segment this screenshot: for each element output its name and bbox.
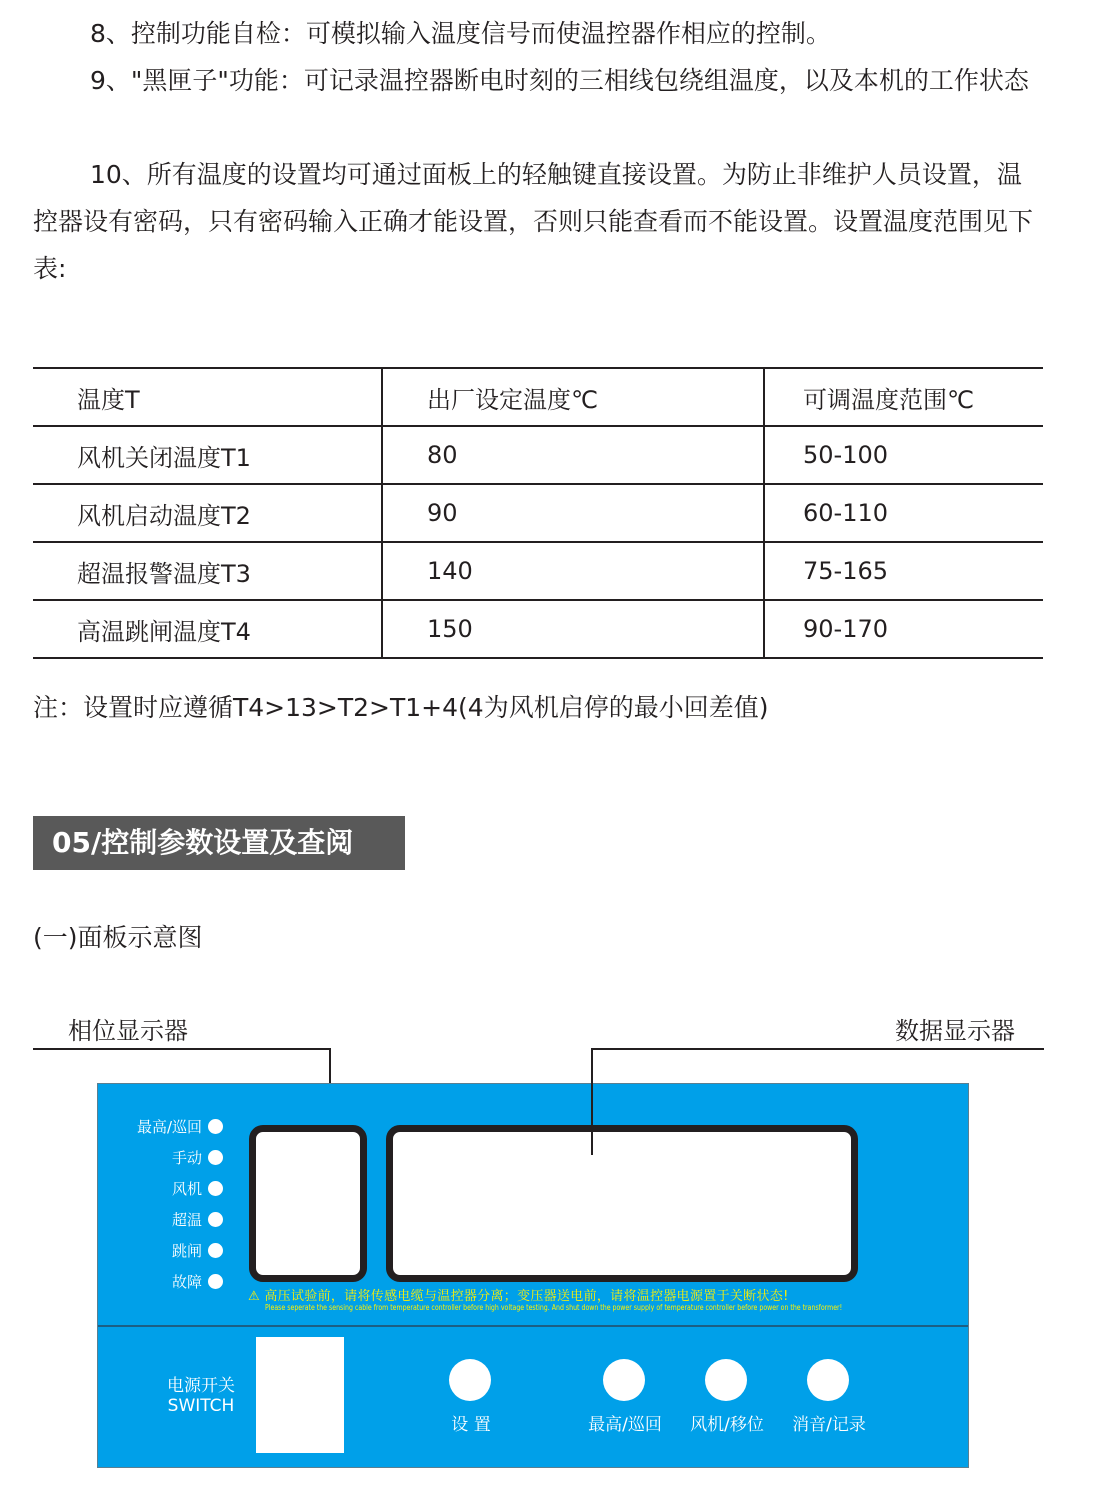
cell-range: 90-170 xyxy=(764,600,1043,658)
set-button-label: 设 置 xyxy=(451,1415,491,1435)
panel-divider xyxy=(98,1325,968,1327)
section-subtitle: (一)面板示意图 xyxy=(33,923,203,952)
indicator-manual xyxy=(172,1147,223,1168)
power-switch[interactable] xyxy=(256,1337,344,1453)
cell-factory: 150 xyxy=(382,600,764,658)
phase-leader-horizontal xyxy=(33,1048,330,1050)
power-switch-label-en: SWITCH xyxy=(167,1396,235,1416)
led-icon xyxy=(208,1119,223,1134)
indicator-label: 故障 xyxy=(171,1273,202,1291)
mute-record-button[interactable] xyxy=(807,1359,849,1401)
cell-factory: 140 xyxy=(382,542,764,600)
power-switch-label-cn: 电源开关 xyxy=(167,1376,235,1396)
section-title: 05/控制参数设置及查阅 xyxy=(33,816,405,870)
led-icon xyxy=(208,1274,223,1289)
power-switch-label xyxy=(156,1376,246,1416)
indicator-label: 风机 xyxy=(171,1180,202,1198)
temperature-settings-table xyxy=(33,367,1043,659)
data-leader-horizontal xyxy=(591,1048,1044,1050)
table-header-row xyxy=(33,368,1043,426)
phase-display-label: 相位显示器 xyxy=(68,1017,188,1045)
indicator-max-patrol xyxy=(137,1116,223,1137)
header-temperature: 温度T xyxy=(33,368,382,426)
paragraph-item-8: 8、控制功能自检：可模拟输入温度信号而使温控器作相应的控制。 xyxy=(90,19,831,48)
indicator-label: 最高/巡回 xyxy=(136,1118,202,1136)
led-icon xyxy=(208,1212,223,1227)
controller-panel-diagram xyxy=(97,1083,969,1468)
table-row xyxy=(33,542,1043,600)
cell-range: 60-110 xyxy=(764,484,1043,542)
indicator-label: 手动 xyxy=(171,1149,202,1167)
cell-name: 风机关闭温度T1 xyxy=(33,426,382,484)
cell-range: 50-100 xyxy=(764,426,1043,484)
cell-name: 高温跳闸温度T4 xyxy=(33,600,382,658)
phase-display xyxy=(249,1125,367,1282)
header-adjustable-range: 可调温度范围℃ xyxy=(764,368,1043,426)
indicator-label: 跳闸 xyxy=(171,1242,202,1260)
table-row xyxy=(33,600,1043,658)
fan-shift-button[interactable] xyxy=(705,1359,747,1401)
cell-range: 75-165 xyxy=(764,542,1043,600)
data-leader-vertical xyxy=(591,1048,593,1155)
fan-shift-button-label: 风机/移位 xyxy=(690,1415,764,1435)
max-patrol-button-label: 最高/巡回 xyxy=(588,1415,662,1435)
data-display-label: 数据显示器 xyxy=(895,1017,1015,1045)
table-row xyxy=(33,484,1043,542)
paragraph-item-9: 9、"黑匣子"功能：可记录温控器断电时刻的三相线包绕组温度，以及本机的工作状态 xyxy=(90,66,1029,95)
cell-factory: 90 xyxy=(382,484,764,542)
indicator-trip xyxy=(172,1240,223,1261)
indicator-fan xyxy=(172,1178,223,1199)
mute-record-button-label: 消音/记录 xyxy=(792,1415,866,1435)
led-icon xyxy=(208,1243,223,1258)
table-row xyxy=(33,426,1043,484)
cell-factory: 80 xyxy=(382,426,764,484)
set-button[interactable] xyxy=(449,1359,491,1401)
cell-name: 风机启动温度T2 xyxy=(33,484,382,542)
indicator-fault xyxy=(172,1271,223,1292)
led-icon xyxy=(208,1150,223,1165)
warning-text-cn: ⚠ 高压试验前，请将传感电缆与温控器分离；变压器送电前，请将温控器电源置于关断状态! xyxy=(248,1289,789,1304)
indicator-label: 超温 xyxy=(171,1211,202,1229)
paragraph-item-10: 10、所有温度的设置均可通过面板上的轻触键直接设置。为防止非维护人员设置，温控器设有密码，只有密码输入正确才能设置，否则只能查看而不能设置。设置温度范围见下表: xyxy=(33,160,1034,283)
cell-name: 超温报警温度T3 xyxy=(33,542,382,600)
table-note: 注：设置时应遵循T4>13>T2>T1+4(4为风机启停的最小回差值) xyxy=(33,693,769,722)
led-icon xyxy=(208,1181,223,1196)
indicator-overtemp xyxy=(172,1209,223,1230)
max-patrol-button[interactable] xyxy=(603,1359,645,1401)
header-factory-setting: 出厂设定温度℃ xyxy=(382,368,764,426)
warning-text-en: Please seperate the sensing cable from temperature controller before high voltage testing. And shut down the power supply of temperature controller before power on the transformer! xyxy=(265,1303,843,1312)
data-display xyxy=(386,1125,858,1282)
